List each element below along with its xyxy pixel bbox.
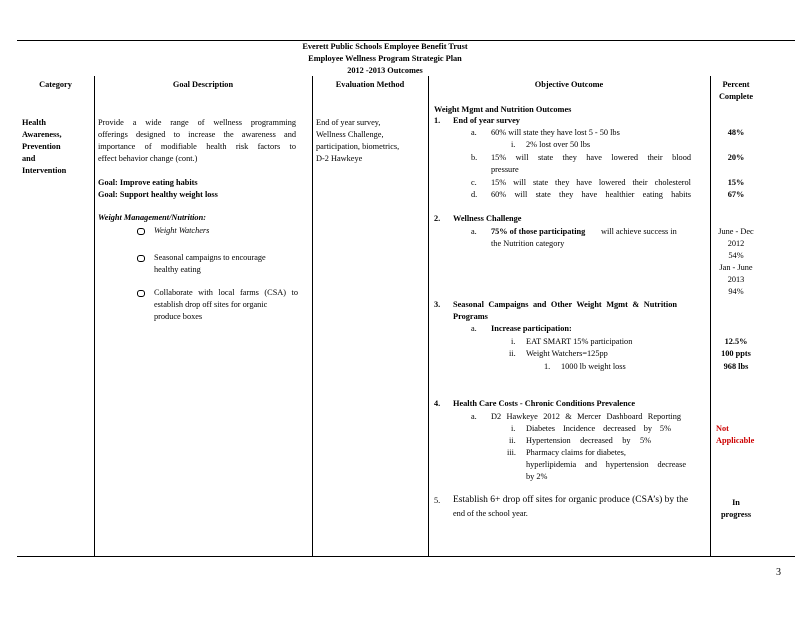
goal-subhead: Weight Management/Nutrition: — [98, 213, 206, 222]
outcome-text: will achieve success in — [601, 227, 677, 236]
column-divider-3 — [428, 76, 429, 556]
status-not-applicable: Applicable — [716, 436, 755, 445]
outcome-text: Establish 6+ drop off sites for organic produce (CSA’s) by the — [453, 495, 689, 505]
category-line: Intervention — [22, 166, 67, 175]
goal-desc-line: Provide a wide range of wellness programming — [98, 118, 296, 127]
doc-title-line3: 2012 -2013 Outcomes — [347, 66, 423, 75]
category-line: and — [22, 154, 36, 163]
goal-desc-line: effect behavior change (cont.) — [98, 154, 198, 163]
outcome-num: 3. — [434, 300, 441, 309]
outcome-text: EAT SMART 15% participation — [526, 337, 633, 346]
outcome-text: 60% will state they have lost 5 - 50 lbs — [491, 128, 620, 137]
doc-title-line2: Employee Wellness Program Strategic Plan — [308, 54, 462, 63]
percent-period: June - Dec — [718, 227, 754, 236]
percent-period: 2013 — [727, 275, 745, 284]
percent-value: 968 lbs — [723, 362, 749, 371]
evaluation-line: D-2 Hawkeye — [316, 154, 363, 163]
outcome-title: Seasonal Campaigns and Other Weight Mgmt & Nutrition — [453, 300, 677, 309]
header-percent-2: Complete — [718, 92, 754, 101]
circle-bullet-icon — [137, 228, 145, 235]
column-divider-1 — [94, 76, 95, 556]
percent-period: 2012 — [727, 239, 745, 248]
outcome-marker: a. — [471, 412, 477, 421]
goal-item-weight-watchers: Weight Watchers — [154, 226, 210, 235]
percent-value: 20% — [727, 153, 745, 162]
table-bottom-border — [17, 556, 795, 557]
outcome-text: Hypertension decreased by 5% — [526, 436, 651, 445]
outcome-text: 2% lost over 50 lbs — [526, 140, 591, 149]
category-line: Health — [22, 118, 46, 127]
outcome-marker: 1. — [544, 362, 551, 371]
evaluation-line: participation, biometrics, — [316, 142, 400, 151]
percent-value: 15% — [727, 178, 745, 187]
outcome-marker: ii. — [509, 349, 516, 358]
outcome-title: End of year survey — [453, 116, 520, 125]
percent-value: 48% — [727, 128, 745, 137]
goal-item-csa: Collaborate with local farms (CSA) to — [154, 288, 298, 297]
outcome-marker: a. — [471, 227, 477, 236]
outcome-marker: i. — [511, 424, 516, 433]
category-line: Prevention — [22, 142, 61, 151]
category-line: Awareness, — [22, 130, 62, 139]
outcome-num: 5. — [434, 496, 441, 505]
percent-value: 67% — [727, 190, 745, 199]
outcome-text: the Nutrition category — [491, 239, 565, 248]
outcome-marker: i. — [511, 337, 516, 346]
outcome-text: 15% will state they have lowered their cholesterol — [491, 178, 691, 187]
outcome-marker: i. — [511, 140, 516, 149]
page-number: 3 — [776, 567, 781, 578]
outcome-text: D2 Hawkeye 2012 & Mercer Dashboard Reporting — [491, 412, 681, 421]
goal-desc-line: offerings designed to increase the awareness and — [98, 130, 296, 139]
header-percent-1: Percent — [722, 80, 750, 89]
evaluation-line: End of year survey, — [316, 118, 381, 127]
outcome-marker: iii. — [507, 448, 516, 457]
outcome-text: Increase participation: — [491, 324, 572, 333]
outcome-num: 4. — [434, 399, 441, 408]
goal-item-seasonal: healthy eating — [154, 265, 201, 274]
outcome-title: Programs — [453, 312, 488, 321]
outcome-title: Health Care Costs - Chronic Conditions Prevalence — [453, 399, 636, 408]
outcome-text: Weight Watchers=125pp — [526, 349, 608, 358]
percent-value: 94% — [728, 287, 744, 296]
outcome-marker: d. — [471, 190, 478, 199]
goal-weight-loss: Goal: Support healthy weight loss — [98, 190, 218, 199]
outcome-title: Wellness Challenge — [453, 214, 522, 223]
outcome-text: 1000 lb weight loss — [561, 362, 626, 371]
goal-item-csa: produce boxes — [154, 312, 203, 321]
outcome-marker: a. — [471, 128, 477, 137]
evaluation-line: Wellness Challenge, — [316, 130, 384, 139]
status-in-progress: In — [732, 498, 740, 507]
percent-value: 12.5% — [724, 337, 748, 346]
goal-eating-habits: Goal: Improve eating habits — [98, 178, 198, 187]
outcome-marker: ii. — [509, 436, 516, 445]
outcome-marker: c. — [471, 178, 477, 187]
circle-bullet-icon — [137, 290, 145, 297]
outcome-text: Diabetes Incidence decreased by 5% — [526, 424, 671, 433]
outcome-marker: b. — [471, 153, 478, 162]
outcome-num: 1. — [434, 116, 441, 125]
percent-value: 100 ppts — [721, 349, 751, 358]
outcome-text: hyperlipidemia and hypertension decrease — [526, 460, 686, 469]
outcome-marker: a. — [471, 324, 477, 333]
status-in-progress: progress — [720, 510, 752, 519]
goal-item-csa: establish drop off sites for organic — [154, 300, 268, 309]
outcome-text: Pharmacy claims for diabetes, — [526, 448, 626, 457]
doc-title-line1: Everett Public Schools Employee Benefit Trust — [302, 42, 468, 51]
outcome-text: 60% will state they have healthier eating habits — [491, 190, 691, 199]
outcome-text: by 2% — [526, 472, 548, 481]
circle-bullet-icon — [137, 255, 145, 262]
column-divider-4 — [710, 76, 711, 556]
header-goal: Goal Description — [172, 80, 234, 89]
outcome-text: end of the school year. — [453, 509, 528, 518]
header-objective: Objective Outcome — [534, 80, 604, 89]
goal-desc-line: importance of modifiable health risk factors to — [98, 142, 296, 151]
column-divider-2 — [312, 76, 313, 556]
percent-period: Jan - June — [719, 263, 753, 272]
outcome-text: 15% will state they have lowered their blood — [491, 153, 691, 162]
status-not-applicable: Not — [716, 424, 729, 433]
objective-section-head: Weight Mgmt and Nutrition Outcomes — [434, 105, 572, 114]
outcome-text: pressure — [491, 165, 519, 174]
header-category: Category — [39, 80, 72, 89]
goal-item-seasonal: Seasonal campaigns to encourage — [154, 253, 266, 262]
outcome-num: 2. — [434, 214, 441, 223]
outcome-text: 75% of those participating — [491, 227, 586, 236]
header-evaluation: Evaluation Method — [335, 80, 405, 89]
percent-value: 54% — [728, 251, 744, 260]
